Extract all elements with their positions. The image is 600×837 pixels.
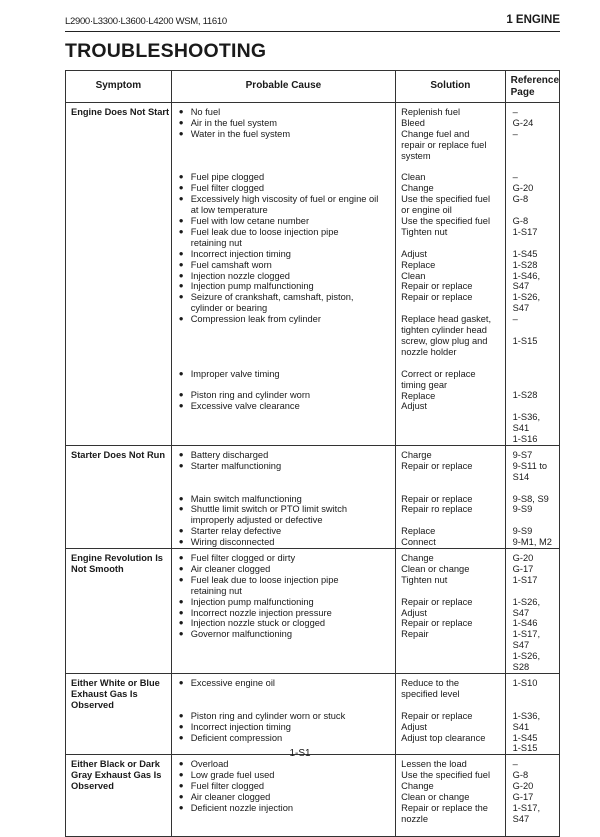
solution-column-header: Solution: [396, 71, 505, 103]
bullet-icon: ●: [178, 526, 184, 536]
cause-text: retaining nut: [190, 237, 242, 248]
model-header: L2900·L3300·L3600·L4200 WSM, 11610: [65, 16, 227, 27]
solution-line: timing gear: [401, 379, 448, 390]
reference-line: 1-S15: [512, 743, 538, 754]
solution-line: or engine oil: [401, 205, 452, 216]
cause-line: [172, 238, 395, 249]
solution-cell: [396, 674, 505, 755]
cause-text: Fuel leak due to loose injection pipe: [190, 226, 339, 237]
empty-line: [511, 369, 559, 380]
cause-text: Fuel pipe clogged: [190, 172, 265, 183]
bullet-icon: ●: [178, 183, 184, 193]
cause-line: [172, 227, 395, 238]
cause-line: [172, 608, 395, 619]
bullet-icon: ●: [178, 314, 184, 324]
spacer: [401, 358, 504, 369]
spacer: [172, 358, 395, 369]
cause-cell: [171, 103, 395, 446]
empty-line: [172, 814, 395, 825]
cause-line: [172, 678, 395, 689]
solution-line: Clean: [401, 172, 426, 183]
solution-line: Clean: [401, 270, 426, 281]
table-row: [66, 674, 560, 755]
table-row: [66, 445, 560, 548]
spacer: [172, 483, 395, 494]
cause-text: improperly adjusted or defective: [190, 515, 323, 526]
bullet-icon: ●: [178, 792, 184, 802]
page-title: TROUBLESHOOTING: [65, 40, 267, 62]
reference-line: 1-S16: [512, 434, 538, 445]
reference-line: 9-S9: [512, 504, 533, 515]
table-header-row: [66, 71, 560, 103]
empty-line: [172, 689, 395, 700]
section-header: 1 ENGINE: [506, 14, 560, 26]
reference-line: 1-S28: [512, 390, 538, 401]
bullet-icon: ●: [178, 607, 184, 617]
cause-text: Excessively high viscosity of fuel or engine oil: [190, 194, 379, 205]
empty-line: [401, 515, 504, 526]
bullet-icon: ●: [178, 248, 184, 258]
solution-line: Use the specified fuel: [401, 194, 491, 205]
empty-line: [511, 515, 559, 526]
solution-line: Replace: [401, 259, 436, 270]
cause-text: Piston ring and cylinder worn or stuck: [190, 710, 346, 721]
cause-line: [172, 722, 395, 733]
cause-text: Incorrect nozzle injection pressure: [190, 607, 332, 618]
reference-line: –: [512, 759, 518, 770]
table-row: [66, 103, 560, 446]
bullet-icon: ●: [178, 368, 184, 378]
cause-line: [172, 172, 395, 183]
bullet-icon: ●: [178, 107, 184, 116]
cause-line: [172, 118, 395, 129]
cause-text: cylinder or bearing: [190, 303, 268, 314]
solution-line: Replace: [401, 526, 436, 537]
bullet-icon: ●: [178, 259, 184, 269]
solution-line: Use the specified fuel: [401, 216, 491, 227]
cause-line: [172, 781, 395, 792]
cause-text: Injection nozzle clogged: [190, 270, 290, 281]
cause-line: [172, 260, 395, 271]
cause-text: Air cleaner clogged: [190, 792, 271, 803]
solution-line: tighten cylinder head: [401, 325, 487, 336]
reference-line: 1-S15: [512, 335, 538, 346]
cause-line: [172, 216, 395, 227]
reference-line: 9-M1, M2: [512, 537, 552, 548]
reference-line: 1-S45: [512, 248, 538, 259]
reference-line: 1-S36, S41: [512, 710, 541, 732]
cause-text: Governor malfunctioning: [190, 629, 293, 640]
reference-line: 1-S46, S47: [512, 270, 541, 292]
cause-text: Fuel filter clogged: [190, 781, 265, 792]
cause-line: [172, 461, 395, 472]
spacer: [401, 483, 504, 494]
bullet-icon: ●: [178, 574, 184, 584]
cause-line: [172, 390, 395, 401]
solution-line: Adjust top clearance: [401, 732, 486, 743]
empty-line: [172, 336, 395, 347]
bullet-icon: ●: [178, 172, 184, 182]
spacer: [511, 380, 559, 391]
cause-cell: [171, 755, 395, 836]
bullet-icon: ●: [178, 226, 184, 236]
reference-line: 9-S8, S9: [512, 493, 549, 504]
bullet-icon: ●: [178, 504, 184, 514]
empty-line: [172, 140, 395, 151]
cause-text: Shuttle limit switch or PTO limit switch: [190, 504, 348, 515]
cause-text: Fuel filter clogged or dirty: [190, 553, 296, 564]
empty-line: [401, 586, 504, 597]
cause-text: Starter malfunctioning: [190, 460, 282, 471]
cause-line: [172, 759, 395, 770]
empty-line: [401, 303, 504, 314]
empty-line: [511, 325, 559, 336]
reference-line: G-17: [512, 563, 534, 574]
solution-line: Repair or replace: [401, 618, 473, 629]
cause-cell: [171, 445, 395, 548]
spacer: [401, 700, 504, 711]
cause-line: [172, 271, 395, 282]
reference-cell: [505, 755, 559, 836]
bullet-icon: ●: [178, 618, 184, 628]
solution-line: Clean or change: [401, 792, 470, 803]
cause-line: [172, 129, 395, 140]
solution-line: Adjust: [401, 248, 427, 259]
bullet-icon: ●: [178, 732, 184, 742]
reference-line: 9-S9: [512, 526, 533, 537]
bullet-icon: ●: [178, 563, 184, 573]
cause-text: Injection pump malfunctioning: [190, 596, 314, 607]
solution-line: Repair or replace the: [401, 802, 488, 813]
cause-text: Incorrect injection timing: [190, 721, 291, 732]
spacer: [511, 483, 559, 494]
empty-line: [511, 689, 559, 700]
empty-line: [511, 358, 559, 369]
bullet-icon: ●: [178, 721, 184, 731]
cause-line: [172, 205, 395, 216]
reference-line: G-8: [512, 216, 529, 226]
page-number: 1-S1: [289, 748, 311, 759]
solution-line: Correct or replace: [401, 368, 476, 379]
cause-line: [172, 537, 395, 548]
solution-line: screw, glow plug and: [401, 335, 488, 346]
cause-line: [172, 450, 395, 461]
empty-line: [172, 325, 395, 336]
bullet-icon: ●: [178, 449, 184, 459]
solution-line: Replace: [401, 390, 436, 401]
cause-line: [172, 792, 395, 803]
cause-text: Low grade fuel used: [190, 770, 275, 781]
bullet-icon: ●: [178, 270, 184, 280]
reference-line: –: [512, 314, 518, 325]
cause-text: Deficient compression: [190, 732, 283, 743]
reference-line: G-20: [512, 553, 534, 564]
bullet-icon: ●: [178, 537, 184, 547]
solution-line: Repair or replace: [401, 710, 473, 721]
cause-text: Air cleaner clogged: [190, 563, 271, 574]
cause-text: Fuel with low cetane number: [190, 216, 310, 227]
cause-line: [172, 629, 395, 640]
empty-line: [172, 347, 395, 358]
solution-line: Replenish fuel: [401, 107, 461, 117]
cause-text: Fuel camshaft worn: [190, 259, 272, 270]
empty-line: [511, 151, 559, 162]
troubleshooting-table: [65, 70, 560, 837]
reference-cell: [505, 445, 559, 548]
cause-line: [172, 401, 395, 412]
cause-line: [172, 504, 395, 515]
symptom-cell: Engine Does Not Start: [66, 103, 172, 446]
spacer: [172, 700, 395, 711]
bullet-icon: ●: [178, 678, 184, 687]
cause-text: Fuel filter clogged: [190, 183, 265, 194]
spacer: [401, 162, 504, 173]
cause-text: No fuel: [190, 107, 221, 117]
cause-line: [172, 281, 395, 292]
symptom-cell: Starter Does Not Run: [66, 445, 172, 548]
solution-line: Adjust: [401, 401, 427, 412]
empty-line: [511, 347, 559, 358]
reference-line: –: [512, 107, 518, 117]
solution-line: Reduce to the: [401, 678, 460, 688]
bullet-icon: ●: [178, 390, 184, 400]
table-row: [66, 549, 560, 674]
bullet-icon: ●: [178, 194, 184, 204]
reference-line: 9-S7: [512, 449, 533, 460]
cause-text: Excessive engine oil: [190, 678, 275, 688]
solution-line: Repair or replace: [401, 493, 473, 504]
page-header: [65, 15, 560, 32]
reference-line: 1-S46: [512, 618, 538, 629]
cause-line: [172, 711, 395, 722]
solution-line: repair or replace fuel: [401, 139, 487, 150]
symptom-cell: Engine Revolution Is Not Smooth: [66, 549, 172, 674]
empty-line: [401, 472, 504, 483]
empty-line: [511, 205, 559, 216]
cause-text: Battery discharged: [190, 449, 269, 460]
empty-line: [511, 401, 559, 412]
reference-line: 1-S28: [512, 259, 538, 270]
cause-text: Fuel leak due to loose injection pipe: [190, 574, 339, 585]
cause-text: Improper valve timing: [190, 368, 280, 379]
reference-cell: [505, 549, 559, 674]
cause-line: [172, 575, 395, 586]
solution-line: Clean or change: [401, 563, 470, 574]
solution-line: Charge: [401, 449, 432, 460]
reference-line: –: [512, 172, 518, 183]
cause-line: [172, 314, 395, 325]
bullet-icon: ●: [178, 596, 184, 606]
cause-line: [172, 564, 395, 575]
reference-line: G-20: [512, 781, 534, 792]
cause-text: Incorrect injection timing: [190, 248, 291, 259]
reference-line: G-8: [512, 770, 529, 781]
cause-text: Injection nozzle stuck or clogged: [190, 618, 326, 629]
cause-line: [172, 107, 395, 118]
cause-cell: [171, 674, 395, 755]
cause-line: [172, 183, 395, 194]
cause-text: Compression leak from cylinder: [190, 314, 321, 325]
empty-line: [511, 586, 559, 597]
solution-line: nozzle holder: [401, 346, 457, 357]
cause-line: [172, 803, 395, 814]
solution-line: Repair or replace: [401, 460, 473, 471]
cause-line: [172, 586, 395, 597]
cause-text: Water in the fuel system: [190, 128, 291, 139]
reference-line: 1-S36, S41: [512, 412, 541, 434]
solution-line: Lessen the load: [401, 759, 467, 770]
cause-text: Main switch malfunctioning: [190, 493, 302, 504]
bullet-icon: ●: [178, 629, 184, 639]
solution-line: Replace head gasket,: [401, 314, 492, 325]
solution-line: Change: [401, 553, 434, 564]
solution-line: Tighten nut: [401, 226, 448, 237]
bullet-icon: ●: [178, 216, 184, 226]
empty-line: [172, 472, 395, 483]
bullet-icon: ●: [178, 710, 184, 720]
cause-text: Overload: [190, 759, 229, 770]
empty-line: [172, 380, 395, 391]
table-body: [66, 103, 560, 837]
cause-line: [172, 494, 395, 505]
solution-line: Connect: [401, 537, 436, 548]
cause-text: Excessive valve clearance: [190, 401, 300, 412]
solution-line: Repair or replace: [401, 596, 473, 607]
solution-line: nozzle: [401, 813, 429, 824]
reference-line: 1-S17: [512, 226, 538, 237]
bullet-icon: ●: [178, 759, 184, 769]
empty-line: [401, 238, 504, 249]
cause-text: Air in the fuel system: [190, 117, 278, 128]
table-row: [66, 755, 560, 836]
solution-line: Repair or replace: [401, 292, 473, 303]
solution-cell: [396, 549, 505, 674]
solution-line: Tighten nut: [401, 574, 448, 585]
solution-line: Repair ro replace: [401, 504, 473, 515]
reference-line: 1-S26, S47: [512, 292, 541, 314]
cause-line: [172, 249, 395, 260]
cause-line: [172, 597, 395, 608]
solution-line: Change: [401, 183, 434, 194]
bullet-icon: ●: [178, 781, 184, 791]
bullet-icon: ●: [178, 770, 184, 780]
bullet-icon: ●: [178, 292, 184, 302]
reference-cell: [505, 674, 559, 755]
solution-cell: [396, 445, 505, 548]
bullet-icon: ●: [178, 802, 184, 812]
empty-line: [511, 140, 559, 151]
spacer: [172, 162, 395, 173]
reference-line: 1-S17, S47: [512, 629, 541, 651]
cause-text: Wiring disconnected: [190, 537, 275, 548]
reference-cell: [505, 103, 559, 446]
symptom-column-header: Symptom: [66, 71, 172, 103]
cause-line: [172, 194, 395, 205]
cause-text: Injection pump malfunctioning: [190, 281, 314, 292]
cause-line: [172, 303, 395, 314]
bullet-icon: ●: [178, 117, 184, 127]
reference-line: 1-S10: [512, 678, 538, 688]
bullet-icon: ●: [178, 460, 184, 470]
symptom-cell: Either Black or Dark Gray Exhaust Gas Is Observed: [66, 755, 172, 836]
reference-line: 1-S45: [512, 732, 538, 743]
cause-text: Seizure of crankshaft, camshaft, piston,: [190, 292, 354, 303]
reference-line: S14: [512, 471, 530, 482]
cause-text: at low temperature: [190, 205, 268, 216]
solution-line: Adjust: [401, 607, 427, 618]
spacer: [511, 162, 559, 173]
reference-line: –: [512, 128, 518, 139]
solution-line: Repair or replace: [401, 281, 473, 292]
solution-line: Change: [401, 781, 434, 792]
bullet-icon: ●: [178, 401, 184, 411]
cause-line: [172, 618, 395, 629]
cause-text: Piston ring and cylinder worn: [190, 390, 311, 401]
empty-line: [511, 825, 559, 836]
bullet-icon: ●: [178, 128, 184, 138]
solution-line: Use the specified fuel: [401, 770, 491, 781]
cause-cell: [171, 549, 395, 674]
solution-cell: [396, 755, 505, 836]
reference-line: 1-S26, S47: [512, 596, 541, 618]
cause-line: [172, 733, 395, 744]
solution-line: specified level: [401, 688, 460, 699]
reference-line: 1-S17: [512, 574, 538, 585]
solution-line: Repair: [401, 629, 429, 640]
solution-line: Adjust: [401, 721, 427, 732]
cause-text: Deficient nozzle injection: [190, 802, 294, 813]
cause-text: Starter relay defective: [190, 526, 282, 537]
cause-line: [172, 553, 395, 564]
empty-line: [511, 238, 559, 249]
solution-line: Bleed: [401, 117, 425, 128]
reference-line: 9-S11 to: [512, 460, 548, 471]
solution-cell: [396, 103, 505, 446]
cause-text: retaining nut: [190, 585, 242, 596]
reference-line: 1-S26, S28: [512, 651, 541, 673]
solution-line: Change fuel and: [401, 128, 470, 139]
cause-column-header: Probable Cause: [171, 71, 395, 103]
bullet-icon: ●: [178, 493, 184, 503]
bullet-icon: ●: [178, 553, 184, 563]
empty-line: [172, 151, 395, 162]
cause-line: [172, 526, 395, 537]
reference-column-header: Reference Page: [505, 71, 559, 103]
reference-line: G-24: [512, 117, 534, 128]
reference-line: 1-S17, S47: [512, 802, 541, 824]
bullet-icon: ●: [178, 281, 184, 291]
cause-line: [172, 369, 395, 380]
cause-line: [172, 515, 395, 526]
reference-line: G-8: [512, 194, 529, 205]
spacer: [511, 700, 559, 711]
reference-line: G-20: [512, 183, 534, 194]
solution-line: system: [401, 150, 431, 161]
cause-line: [172, 292, 395, 303]
reference-line: G-17: [512, 792, 534, 803]
symptom-cell: Either White or Blue Exhaust Gas Is Observed: [66, 674, 172, 755]
